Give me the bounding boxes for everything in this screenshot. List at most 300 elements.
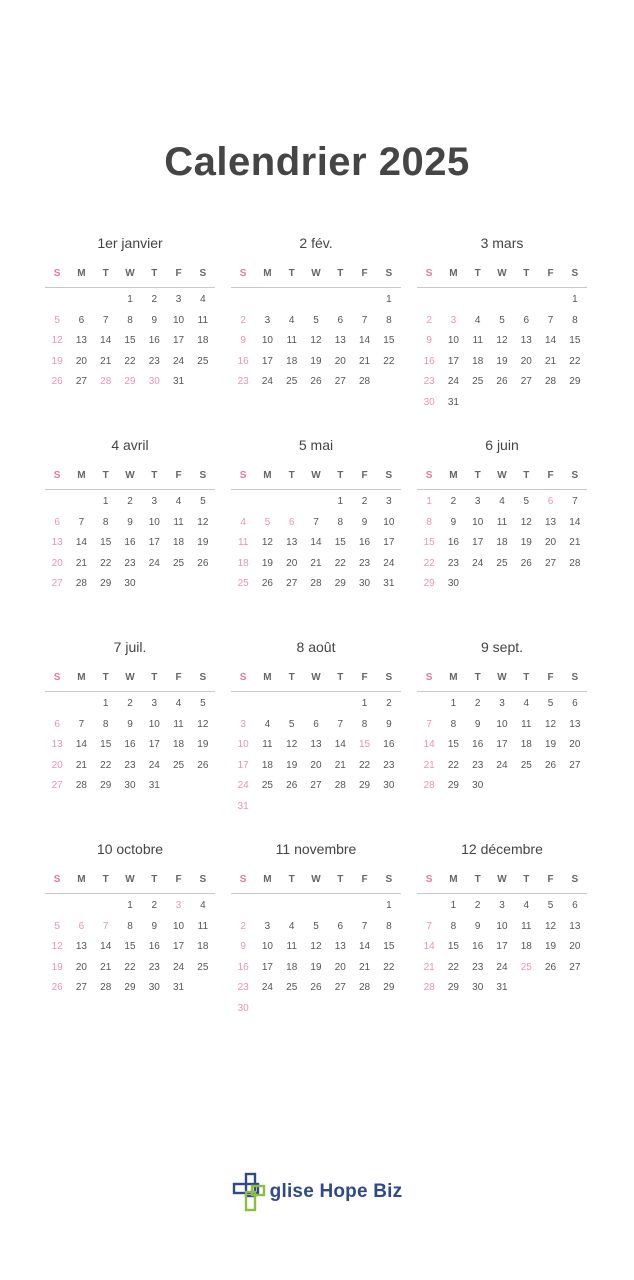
day-cell: 15 — [359, 739, 371, 750]
day-cell: 5 — [200, 496, 206, 507]
weekday-label: W — [125, 268, 135, 279]
day-cell: 14 — [100, 335, 112, 346]
day-cell: 15 — [124, 335, 136, 346]
empty-cell — [45, 290, 69, 311]
weekday-label: W — [311, 470, 321, 481]
day-cell: 18 — [286, 961, 298, 973]
day-cell: 2 — [361, 496, 368, 507]
day-cell: 27 — [51, 578, 63, 589]
day-cell: 2 — [151, 294, 158, 305]
day-cell: 19 — [197, 739, 209, 750]
day-cell: 26 — [310, 982, 322, 993]
empty-cell — [304, 694, 328, 715]
day-cell: 5 — [547, 698, 554, 709]
day-cell: 24 — [496, 961, 508, 973]
day-cell: 20 — [334, 961, 346, 973]
day-cell: 25 — [197, 355, 209, 367]
weekday-label: F — [547, 874, 554, 885]
day-cell: 24 — [496, 759, 508, 771]
day-cell: 23 — [124, 759, 136, 771]
day-cell: 12 — [51, 335, 63, 346]
weekday-label: W — [497, 470, 507, 481]
weekday-label: S — [425, 268, 433, 279]
day-cell: 20 — [569, 739, 581, 750]
empty-cell — [280, 492, 304, 513]
weekday-header — [417, 665, 587, 692]
day-cell: 24 — [261, 982, 273, 993]
day-cell: 28 — [334, 780, 346, 791]
day-cell: 10 — [472, 516, 484, 528]
weekday-label: S — [425, 874, 433, 885]
days-grid — [417, 492, 587, 595]
month-block — [417, 637, 587, 839]
day-cell: 20 — [545, 537, 557, 548]
day-cell: 18 — [197, 941, 209, 952]
day-cell: 18 — [237, 557, 249, 569]
day-cell: 28 — [100, 376, 112, 387]
day-cell: 9 — [474, 718, 481, 730]
days-grid — [231, 694, 401, 817]
day-cell: 18 — [472, 355, 484, 367]
day-cell: 26 — [51, 982, 63, 993]
day-cell: 18 — [197, 335, 209, 346]
day-cell: 11 — [173, 516, 184, 528]
day-cell: 20 — [334, 355, 346, 367]
day-cell: 10 — [447, 335, 459, 346]
empty-cell — [538, 290, 562, 311]
days-grid — [45, 694, 215, 797]
weekday-label: T — [288, 672, 295, 683]
weekday-label: F — [547, 268, 554, 279]
weekday-label: S — [425, 470, 433, 481]
day-cell: 21 — [545, 355, 557, 367]
day-cell: 16 — [148, 941, 160, 952]
day-cell: 5 — [54, 314, 60, 326]
day-cell: 2 — [240, 314, 246, 326]
days-grid — [45, 290, 215, 393]
day-cell: 7 — [361, 920, 368, 932]
days-grid — [417, 896, 587, 999]
day-cell: 8 — [102, 516, 109, 528]
day-cell: 20 — [75, 355, 87, 367]
day-cell: 12 — [496, 335, 508, 346]
day-cell: 17 — [173, 941, 185, 952]
day-cell: 30 — [447, 578, 459, 589]
day-cell: 25 — [496, 557, 508, 569]
day-cell: 4 — [288, 314, 295, 326]
empty-cell — [280, 694, 304, 715]
weekday-label: T — [151, 268, 158, 279]
day-cell: 25 — [286, 376, 298, 387]
day-cell: 7 — [78, 718, 85, 730]
day-cell: 26 — [520, 557, 532, 569]
day-cell: 27 — [75, 376, 87, 387]
weekday-label: M — [449, 874, 458, 885]
day-cell: 20 — [75, 961, 87, 973]
day-cell: 17 — [261, 961, 273, 973]
weekday-label: M — [77, 874, 86, 885]
day-cell: 12 — [310, 335, 322, 346]
day-cell: 23 — [124, 557, 136, 569]
empty-cell — [466, 290, 490, 311]
day-cell: 31 — [447, 396, 459, 408]
month-title: 3 mars — [480, 235, 524, 251]
day-cell: 3 — [264, 314, 271, 326]
days-grid — [417, 694, 587, 797]
empty-cell — [231, 290, 255, 311]
day-cell: 6 — [523, 314, 530, 326]
day-cell: 9 — [450, 516, 457, 528]
empty-cell — [45, 492, 69, 513]
day-cell: 10 — [237, 739, 249, 750]
day-cell: 22 — [334, 557, 346, 569]
weekday-label: F — [361, 672, 368, 683]
weekday-label: S — [571, 268, 579, 279]
day-cell: 20 — [286, 557, 298, 569]
day-cell: 25 — [237, 578, 249, 589]
day-cell: 23 — [237, 982, 249, 993]
day-cell: 3 — [499, 698, 505, 709]
day-cell: 30 — [472, 780, 484, 791]
day-cell: 15 — [124, 941, 136, 952]
day-cell: 21 — [100, 961, 112, 973]
day-cell: 24 — [261, 376, 273, 387]
weekday-label: T — [523, 268, 530, 279]
day-cell: 13 — [310, 739, 322, 750]
weekday-label: S — [239, 470, 247, 481]
day-cell: 20 — [51, 557, 63, 569]
weekday-label: W — [125, 672, 135, 683]
empty-cell — [304, 290, 328, 311]
day-cell: 23 — [423, 376, 435, 387]
day-cell: 13 — [545, 516, 557, 528]
weekday-label: T — [523, 874, 530, 885]
weekday-header — [45, 261, 215, 288]
day-cell: 3 — [386, 496, 392, 507]
day-cell: 3 — [175, 294, 182, 305]
day-cell: 11 — [496, 516, 508, 528]
day-cell: 8 — [450, 718, 457, 730]
day-cell: 16 — [148, 335, 160, 346]
day-cell: 31 — [173, 376, 185, 387]
day-cell: 19 — [286, 759, 298, 771]
month-block — [45, 637, 215, 839]
day-cell: 9 — [361, 516, 368, 528]
day-cell: 30 — [472, 982, 484, 993]
days-grid — [45, 896, 215, 999]
day-cell: 15 — [447, 739, 459, 750]
day-cell: 31 — [237, 800, 249, 812]
day-cell: 8 — [426, 516, 432, 528]
weekday-label: T — [523, 672, 530, 683]
weekday-label: W — [311, 874, 321, 885]
day-cell: 15 — [100, 537, 112, 548]
day-cell: 9 — [240, 941, 246, 952]
day-cell: 22 — [100, 759, 112, 771]
weekday-header — [231, 463, 401, 490]
day-cell: 23 — [447, 557, 459, 569]
day-cell: 26 — [197, 557, 209, 569]
day-cell: 6 — [337, 314, 344, 326]
day-cell: 16 — [383, 739, 395, 750]
day-cell: 30 — [124, 578, 136, 589]
day-cell: 11 — [197, 314, 209, 326]
day-cell: 6 — [54, 718, 60, 730]
empty-cell — [441, 290, 465, 311]
day-cell: 14 — [75, 739, 87, 750]
day-cell: 29 — [100, 578, 112, 589]
month-block — [231, 637, 401, 839]
weekday-label: S — [53, 672, 61, 683]
day-cell: 17 — [148, 739, 160, 750]
days-grid — [231, 492, 401, 595]
day-cell: 16 — [447, 537, 459, 548]
weekday-label: S — [385, 470, 393, 481]
weekday-label: T — [288, 268, 295, 279]
month-block — [231, 233, 401, 435]
day-cell: 22 — [423, 557, 435, 569]
empty-cell — [69, 492, 93, 513]
day-cell: 4 — [499, 496, 505, 507]
day-cell: 1 — [127, 294, 133, 305]
weekday-label: W — [497, 672, 507, 683]
weekday-label: S — [199, 268, 207, 279]
weekday-label: F — [175, 268, 182, 279]
empty-cell — [328, 290, 352, 311]
weekday-label: M — [449, 672, 458, 683]
day-cell: 27 — [569, 961, 581, 973]
day-cell: 11 — [472, 335, 483, 346]
day-cell: 24 — [173, 961, 185, 973]
day-cell: 14 — [359, 335, 371, 346]
day-cell: 29 — [423, 578, 435, 589]
month-title: 1er janvier — [97, 235, 163, 251]
weekday-label: S — [239, 672, 247, 683]
empty-cell — [255, 896, 279, 917]
day-cell: 30 — [237, 1002, 249, 1014]
day-cell: 29 — [569, 376, 581, 387]
month-block — [231, 435, 401, 637]
month-block — [231, 839, 401, 1041]
day-cell: 22 — [569, 355, 581, 367]
day-cell: 21 — [423, 759, 435, 771]
day-cell: 12 — [197, 516, 209, 528]
day-cell: 14 — [100, 941, 112, 952]
month-title: 7 juil. — [113, 639, 147, 655]
day-cell: 21 — [569, 537, 581, 548]
day-cell: 16 — [359, 537, 371, 548]
day-cell: 29 — [124, 376, 136, 387]
month-title: 6 juin — [485, 437, 519, 453]
day-cell: 13 — [51, 739, 63, 750]
day-cell: 2 — [240, 920, 246, 932]
weekday-label: T — [288, 470, 295, 481]
day-cell: 4 — [523, 900, 530, 911]
day-cell: 2 — [450, 496, 457, 507]
weekday-label: M — [263, 470, 272, 481]
empty-cell — [490, 290, 514, 311]
weekday-label: M — [77, 268, 86, 279]
weekday-label: S — [385, 874, 393, 885]
day-cell: 22 — [359, 759, 371, 771]
day-cell: 21 — [75, 759, 87, 771]
day-cell: 28 — [75, 578, 87, 589]
day-cell: 10 — [148, 718, 160, 730]
day-cell: 6 — [54, 516, 60, 528]
day-cell: 21 — [359, 355, 371, 367]
day-cell: 9 — [127, 718, 133, 730]
day-cell: 25 — [173, 557, 185, 569]
weekday-label: S — [199, 874, 207, 885]
weekday-label: T — [523, 470, 530, 481]
day-cell: 2 — [127, 496, 133, 507]
day-cell: 31 — [173, 982, 185, 993]
day-cell: 4 — [523, 698, 530, 709]
day-cell: 18 — [496, 537, 508, 548]
day-cell: 20 — [310, 759, 322, 771]
day-cell: 13 — [569, 920, 581, 932]
day-cell: 28 — [569, 557, 581, 569]
weekday-label: T — [337, 672, 344, 683]
empty-cell — [231, 694, 255, 715]
day-cell: 25 — [173, 759, 185, 771]
day-cell: 8 — [127, 314, 133, 326]
weekday-label: S — [53, 470, 61, 481]
day-cell: 8 — [386, 920, 392, 932]
day-cell: 23 — [148, 961, 160, 973]
weekday-label: T — [151, 672, 158, 683]
day-cell: 3 — [151, 698, 158, 709]
day-cell: 24 — [237, 780, 249, 791]
day-cell: 27 — [334, 376, 346, 387]
day-cell: 10 — [383, 516, 395, 528]
day-cell: 29 — [334, 578, 346, 589]
day-cell: 13 — [520, 335, 532, 346]
month-title: 8 août — [296, 639, 336, 655]
weekday-label: T — [102, 874, 109, 885]
empty-cell — [45, 896, 69, 917]
empty-cell — [94, 290, 118, 311]
day-cell: 17 — [173, 335, 185, 346]
day-cell: 21 — [359, 961, 371, 973]
day-cell: 9 — [386, 718, 392, 730]
days-grid — [231, 290, 401, 393]
day-cell: 1 — [572, 294, 578, 305]
day-cell: 30 — [423, 396, 435, 408]
day-cell: 8 — [361, 718, 368, 730]
day-cell: 17 — [383, 537, 395, 548]
day-cell: 18 — [286, 355, 298, 367]
day-cell: 8 — [102, 718, 109, 730]
weekday-label: T — [474, 268, 481, 279]
day-cell: 10 — [173, 314, 185, 326]
day-cell: 10 — [496, 718, 508, 730]
day-cell: 29 — [447, 780, 459, 791]
day-cell: 29 — [124, 982, 136, 993]
day-cell: 22 — [447, 759, 459, 771]
day-cell: 5 — [499, 314, 505, 326]
day-cell: 3 — [499, 900, 505, 911]
day-cell: 3 — [240, 718, 246, 730]
day-cell: 3 — [450, 314, 457, 326]
empty-cell — [94, 896, 118, 917]
day-cell: 5 — [313, 314, 319, 326]
day-cell: 24 — [472, 557, 484, 569]
day-cell: 13 — [75, 941, 87, 952]
day-cell: 1 — [361, 698, 368, 709]
day-cell: 23 — [148, 355, 160, 367]
day-cell: 28 — [545, 376, 557, 387]
day-cell: 17 — [148, 537, 160, 548]
day-cell: 10 — [148, 516, 160, 528]
empty-cell — [304, 492, 328, 513]
day-cell: 15 — [423, 537, 435, 548]
day-cell: 5 — [264, 516, 271, 528]
day-cell: 26 — [310, 376, 322, 387]
day-cell: 14 — [334, 739, 346, 750]
day-cell: 19 — [545, 941, 557, 952]
day-cell: 18 — [520, 941, 532, 952]
month-title: 10 octobre — [96, 841, 164, 857]
day-cell: 19 — [520, 537, 532, 548]
day-cell: 27 — [520, 376, 532, 387]
day-cell: 9 — [474, 920, 481, 932]
day-cell: 28 — [75, 780, 87, 791]
day-cell: 11 — [286, 941, 297, 952]
day-cell: 28 — [359, 376, 371, 387]
day-cell: 26 — [496, 376, 508, 387]
day-cell: 4 — [288, 920, 295, 932]
day-cell: 7 — [361, 314, 368, 326]
day-cell: 7 — [78, 516, 85, 528]
day-cell: 17 — [447, 355, 459, 367]
month-block — [417, 839, 587, 1041]
day-cell: 21 — [334, 759, 346, 771]
day-cell: 16 — [124, 739, 136, 750]
weekday-label: T — [474, 470, 481, 481]
day-cell: 14 — [545, 335, 557, 346]
day-cell: 28 — [423, 780, 435, 791]
weekday-label: W — [125, 470, 135, 481]
day-cell: 25 — [472, 376, 484, 387]
day-cell: 25 — [261, 780, 273, 791]
day-cell: 11 — [173, 718, 184, 730]
day-cell: 2 — [386, 698, 392, 709]
day-cell: 30 — [148, 376, 160, 387]
day-cell: 26 — [286, 780, 298, 791]
calendar-grid — [45, 233, 587, 1041]
day-cell: 7 — [313, 516, 319, 528]
day-cell: 1 — [127, 900, 133, 911]
day-cell: 16 — [423, 355, 435, 367]
day-cell: 11 — [521, 718, 532, 730]
day-cell: 29 — [447, 982, 459, 993]
weekday-label: M — [449, 268, 458, 279]
day-cell: 1 — [426, 496, 432, 507]
weekday-label: M — [263, 874, 272, 885]
month-title: 5 mai — [298, 437, 334, 453]
weekday-header — [231, 665, 401, 692]
day-cell: 12 — [545, 920, 557, 932]
day-cell: 15 — [383, 335, 395, 346]
day-cell: 1 — [386, 900, 392, 911]
cross-logo-icon — [232, 1172, 268, 1212]
empty-cell — [69, 896, 93, 917]
day-cell: 2 — [474, 900, 481, 911]
day-cell: 5 — [288, 718, 295, 730]
empty-cell — [352, 290, 376, 311]
logo — [0, 1172, 634, 1212]
